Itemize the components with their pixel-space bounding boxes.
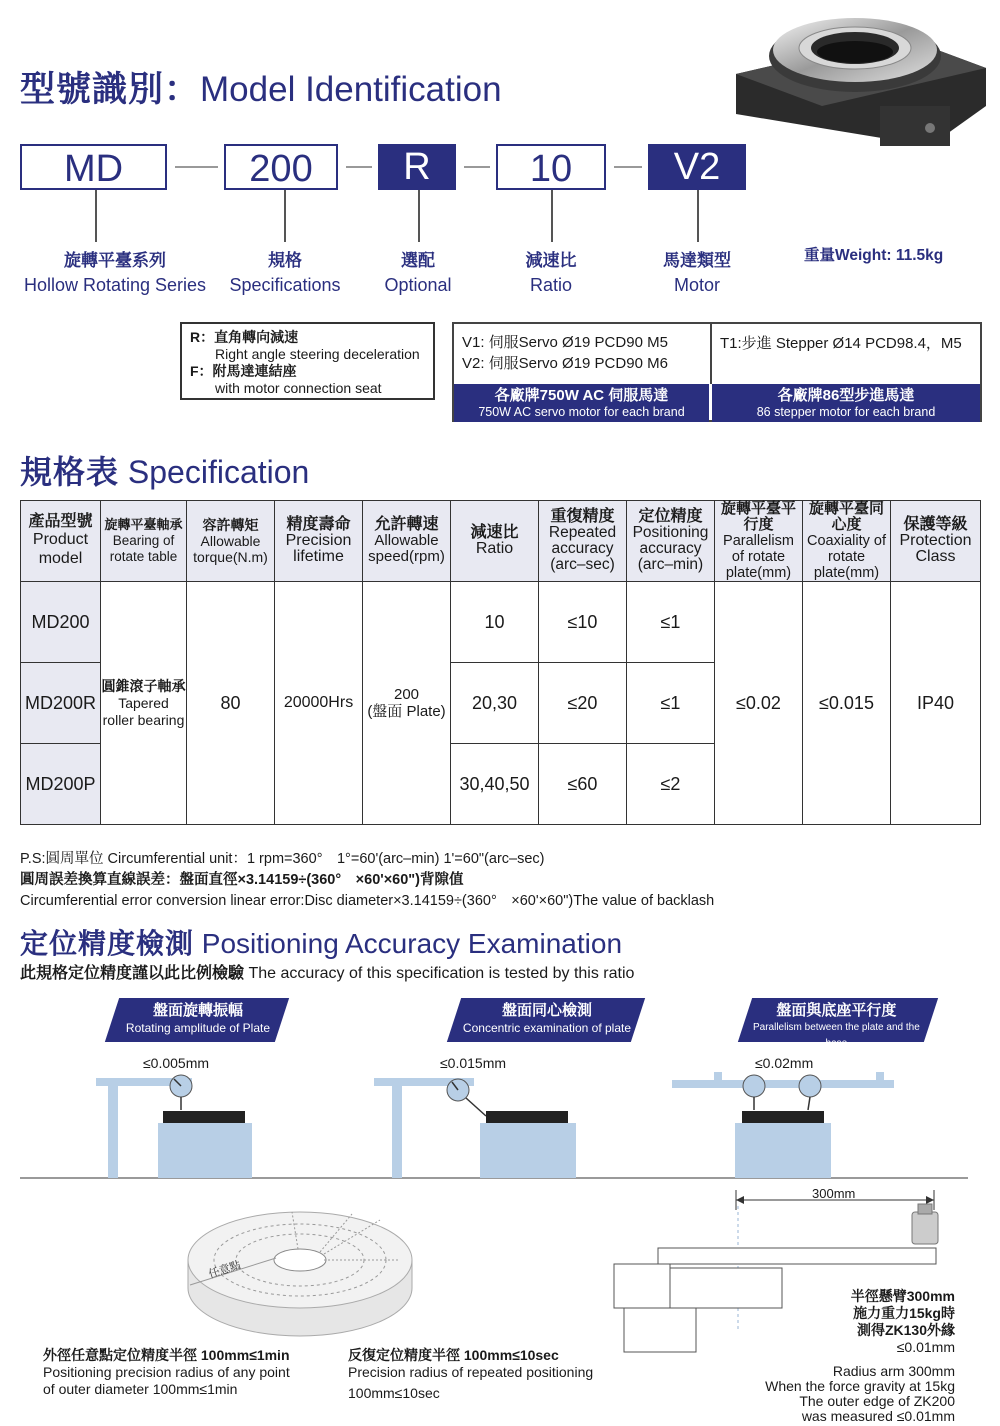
header-text: 減速比 [470, 524, 519, 541]
cantilever-en1: Radius arm 300mm [832, 1363, 955, 1379]
test-banner-concentric [447, 998, 645, 1042]
cell-position: ≤2 [627, 744, 715, 825]
code-ratio-box: 10 [496, 144, 606, 190]
dash-separator [464, 166, 490, 168]
connector-line [418, 190, 420, 242]
table-row [21, 582, 981, 663]
header-text: Positioning accuracy (arc–min) [632, 524, 709, 573]
caption-any-point-en2: of outer diameter 100mm≤1min [43, 1381, 238, 1397]
spec-table [20, 500, 981, 825]
concentric-diagram [374, 1078, 576, 1178]
exam-subtitle-zh: 此規格定位精度謹以此比例檢驗 [20, 965, 245, 982]
cell-position: ≤1 [627, 582, 715, 663]
test-value: ≤0.02mm [755, 1055, 814, 1071]
code-spec-box: 200 [224, 144, 338, 190]
weight-label: 重量Weight: 11.5kg [804, 247, 944, 264]
exam-title-en: Positioning Accuracy Examination [201, 928, 623, 959]
test-zh: 盤面旋轉振幅 [152, 1002, 243, 1019]
exam-title-zh: 定位精度檢測 [20, 928, 195, 959]
title-en: Model Identification [200, 70, 502, 109]
cell-repeat: ≤20 [539, 663, 627, 744]
header-text: Product model [32, 531, 89, 567]
caption-any-point-en1: Positioning precision radius of any point [43, 1364, 290, 1380]
header-product [21, 501, 101, 582]
rotary-table-product-image [730, 14, 990, 154]
cell-ratio: 30,40,50 [451, 744, 539, 825]
header-text: Allowable speed(rpm) [368, 532, 445, 565]
label-motor [637, 248, 757, 298]
code-series-box: MD [20, 144, 167, 190]
bearing-en: Tapered roller bearing [102, 694, 185, 728]
note-unit: P.S:圓周單位 Circumferential unit：1 rpm=360° 1°=60'(arc–min) 1'=60"(arc–sec) [20, 851, 545, 867]
test-banner-rotating [105, 998, 289, 1042]
parallelism-diagram [672, 1072, 894, 1178]
test-diagrams [0, 1068, 1000, 1180]
optional-r-zh: R：直角轉向減速 [190, 329, 299, 345]
label-spec-zh: 規格 [268, 251, 302, 270]
caption-any-point-zh: 外徑任意點定位精度半徑 100mm≤1min [43, 1347, 290, 1363]
cantilever-en3: The outer edge of ZK200 [799, 1393, 955, 1409]
test-en: Parallelism between the plate and the base [752, 1022, 920, 1049]
test-en: Concentric examination of plate [462, 1021, 632, 1035]
cell-model: MD200R [21, 663, 101, 744]
header-lifetime [275, 501, 363, 582]
disc-label: 任意點 [207, 1259, 243, 1281]
motor-t1: T1:步進 Stepper Ø14 PCD98.4，M5 [720, 335, 962, 352]
cell-parallelism: ≤0.02 [715, 582, 803, 825]
header-parallelism [715, 501, 803, 582]
label-motor-zh: 馬達類型 [663, 251, 731, 270]
caption-repeated-en2: 100mm≤10sec [348, 1385, 440, 1401]
header-text: 允許轉速 [374, 516, 439, 533]
code-optional-box: R [378, 144, 456, 190]
motor-v2: V2: 伺服Servo Ø19 PCD90 M6 [462, 355, 668, 372]
label-optional [358, 248, 478, 298]
cell-coaxiality: ≤0.015 [803, 582, 891, 825]
header-bearing [101, 501, 187, 582]
optional-f-en: with motor connection seat [215, 380, 382, 396]
servo-spec [462, 332, 668, 374]
stepper-zh: 各廠牌86型步進馬達 [777, 387, 915, 404]
caption-repeated-en1: Precision radius of repeated positioning [348, 1364, 594, 1380]
header-text: Coaxiality of rotate plate(mm) [807, 533, 886, 581]
label-motor-en: Motor [673, 275, 720, 295]
motor-v1: V1: 伺服Servo Ø19 PCD90 M5 [462, 334, 668, 351]
header-text: 精度壽命 [286, 516, 351, 533]
caption-cantilever-en [765, 1364, 955, 1424]
cell-ratio: 10 [451, 582, 539, 663]
cell-model: MD200 [21, 582, 101, 663]
header-text: Parallelism of rotate plate(mm) [723, 533, 794, 581]
title-zh: 型號識別： [20, 70, 201, 109]
header-positioning [627, 501, 715, 582]
label-series-zh: 旋轉平臺系列 [64, 251, 166, 270]
header-text: 旋轉平臺同心度 [808, 500, 884, 533]
rotating-amplitude-diagram [96, 1075, 252, 1178]
header-torque [187, 501, 275, 582]
exam-subtitle-en: The accuracy of this specification is tested by this ratio [248, 965, 635, 982]
cantilever-zh1: 半徑懸臂300mm [850, 1288, 955, 1304]
label-ratio-en: Ratio [529, 275, 573, 295]
header-text: 重復精度 [550, 508, 615, 525]
cell-lifetime: 20000Hrs [275, 582, 363, 825]
spec-title-zh: 規格表 [20, 454, 120, 490]
label-series-en: Hollow Rotating Series [23, 275, 207, 295]
connector-line [551, 190, 553, 242]
cell-protection: IP40 [891, 582, 981, 825]
header-text: 保護等級 [903, 516, 968, 533]
note-conversion-zh: 圓周誤差換算直線誤差：盤面直徑×3.14159÷(360° ×60'×60")背隙值 [20, 872, 464, 888]
note-conversion-en: Circumferential error conversion linear error:Disc diameter×3.14159÷(360° ×60'×60")The value of backlash [20, 893, 715, 909]
connector-line [697, 190, 699, 242]
header-speed [363, 501, 451, 582]
cell-position: ≤1 [627, 663, 715, 744]
cell-ratio: 20,30 [451, 663, 539, 744]
exam-subtitle [20, 960, 634, 983]
caption-repeated [348, 1347, 593, 1402]
header-text: 容許轉矩 [202, 517, 259, 533]
motor-legend-box [452, 322, 982, 422]
label-spec-en: Specifications [229, 275, 341, 295]
caption-cantilever-zh [851, 1288, 955, 1356]
label-optional-zh: 選配 [401, 251, 435, 270]
cell-model: MD200P [21, 744, 101, 825]
cantilever-en2: When the force gravity at 15kg [765, 1378, 955, 1394]
spec-title [20, 447, 309, 493]
motor-divider [710, 324, 712, 384]
servo-banner [454, 384, 709, 422]
test-zh: 盤面同心檢測 [501, 1002, 592, 1019]
code-motor-box: V2 [648, 144, 746, 190]
header-text: Precision lifetime [285, 532, 352, 565]
spec-title-en: Specification [127, 454, 310, 490]
dash-separator [346, 166, 372, 168]
label-ratio-zh: 減速比 [525, 251, 577, 270]
header-coaxiality [803, 501, 891, 582]
test-zh: 盤面與底座平行度 [776, 1002, 897, 1019]
dash-separator [175, 166, 218, 168]
test-banner-parallelism [738, 998, 938, 1049]
header-text: Allowable torque(N.m) [193, 533, 268, 565]
page-title [20, 62, 502, 112]
servo-zh: 各廠牌750W AC 伺服馬達 [494, 387, 669, 404]
dash-separator [614, 166, 642, 168]
connector-line [95, 190, 97, 242]
label-series [0, 248, 230, 298]
bearing-zh: 圓錐滾子軸承 [101, 677, 186, 694]
optional-r-en: Right angle steering deceleration [215, 346, 420, 362]
header-text: 旋轉平臺平行度 [720, 500, 796, 533]
test-value: ≤0.005mm [143, 1055, 210, 1071]
cell-torque: 80 [187, 582, 275, 825]
connector-line [284, 190, 286, 242]
header-text: 產品型號 [28, 513, 93, 530]
disc-diagram [180, 1190, 420, 1340]
header-text: 定位精度 [638, 508, 703, 525]
cell-bearing [101, 582, 187, 825]
cantilever-zh2: 施力重力15kg時 [853, 1305, 955, 1321]
cell-repeat: ≤10 [539, 582, 627, 663]
stepper-en: 86 stepper motor for each brand [756, 405, 936, 419]
speed-note: (盤面 Plate) [367, 703, 446, 720]
label-spec [215, 248, 355, 298]
cantilever-zh3: 測得ZK130外緣 [856, 1322, 955, 1338]
header-ratio [451, 501, 539, 582]
cell-speed [363, 582, 451, 825]
speed-value: 200 [393, 686, 420, 703]
header-protection [891, 501, 981, 582]
cantilever-zh4: ≤0.01mm [896, 1339, 955, 1355]
servo-en: 750W AC servo motor for each brand [478, 405, 685, 419]
header-text: Bearing of rotate table [109, 533, 178, 564]
label-ratio [491, 248, 611, 298]
header-text: Ratio [475, 540, 514, 557]
exam-title [20, 922, 622, 962]
cantilever-en4: was measured ≤0.01mm [801, 1408, 955, 1424]
header-repeat [539, 501, 627, 582]
arm-dimension: 300mm [812, 1186, 856, 1201]
optional-legend-box [180, 322, 435, 400]
stepper-banner [712, 384, 980, 422]
header-text: Protection Class [899, 532, 972, 565]
header-text: Repeated accuracy (arc–sec) [548, 524, 617, 573]
caption-any-point [43, 1347, 290, 1398]
optional-f-zh: F：附馬達連結座 [190, 363, 297, 379]
label-optional-en: Optional [384, 275, 452, 295]
test-value: ≤0.015mm [440, 1055, 507, 1071]
header-text: 旋轉平臺軸承 [104, 517, 183, 532]
test-en: Rotating amplitude of Plate [125, 1021, 271, 1035]
cell-repeat: ≤60 [539, 744, 627, 825]
caption-repeated-zh: 反復定位精度半徑 100mm≤10sec [348, 1347, 559, 1363]
